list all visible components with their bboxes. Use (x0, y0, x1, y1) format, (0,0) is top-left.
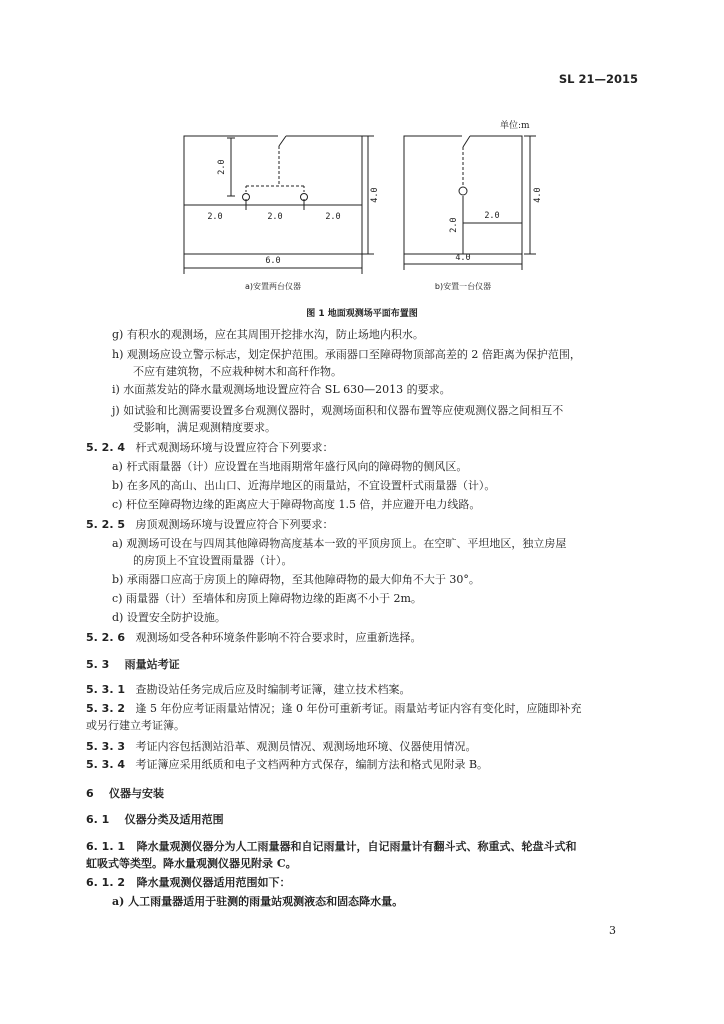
section-title: 雨量站考证 (124, 658, 180, 671)
item-h-line2: 不应有建筑物，不应栽种树木和高秆作物。 (133, 365, 342, 378)
item-6-1-2-a: a) 人工雨量器适用于驻测的雨量站观测液态和固态降水量。 (112, 895, 404, 908)
clause-number: 6. 1. 1 (86, 840, 125, 853)
left-seg3-label: 2.0 (325, 212, 341, 222)
item-i: i) 水面蒸发站的降水量观测场地设置应符合 SL 630—2013 的要求。 (112, 383, 451, 396)
section-number: 6. 1 (86, 813, 110, 826)
item-5-2-5-b: b) 承雨器口应高于房顶上的障碍物，至其他障碍物的最大仰角不大于 30°。 (112, 573, 480, 586)
clause-number: 5. 3. 4 (86, 758, 125, 771)
figure-unit: 单位:m (500, 121, 530, 131)
clause-5-3-2 (86, 702, 581, 716)
clause-text: 查勘设站任务完成后应及时编制考证簿，建立技术档案。 (135, 683, 411, 696)
clause-5-3-2-cont: 或另行建立考证簿。 (86, 719, 185, 732)
clause-number: 6. 1. 2 (86, 876, 125, 889)
left-vert-dim-label: 2.0 (217, 159, 227, 175)
left-seg1-label: 2.0 (207, 212, 223, 222)
item-h-line1: h) 观测场应设立警示标志，划定保护范围。承雨器口至障碍物顶部高差的 2 倍距离为保护范围， (112, 348, 581, 361)
clause-5-2-5 (86, 518, 333, 532)
left-width-label: 6.0 (265, 256, 281, 266)
left-height-label: 4.0 (370, 187, 380, 203)
site-layout-figure (0, 0, 724, 300)
item-j-line1: j) 如试验和比测需要设置多台观测仪器时，观测场面积和仪器布置等应使观测仪器之间相互不 (112, 404, 564, 417)
item-g: g) 有积水的观测场，应在其周围开挖排水沟，防止场地内积水。 (112, 328, 424, 341)
clause-text: 杆式观测场环境与设置应符合下列要求： (135, 441, 334, 454)
clause-5-2-6 (86, 631, 421, 645)
clause-text: 房顶观测场环境与设置应符合下列要求： (135, 518, 334, 531)
clause-6-1-1-cont: 虹吸式等类型。降水量观测仪器见附录 C。 (86, 857, 297, 870)
page-number: 3 (609, 924, 616, 937)
item-5-2-5-d: d) 设置安全防护设施。 (112, 611, 226, 624)
clause-text: 降水量观测仪器分为人工雨量器和自记雨量计，自记雨量计有翻斗式、称重式、轮盘斗式和 (136, 840, 577, 853)
clause-text: 考证簿应采用纸质和电子文档两种方式保存，编制方法和格式见附录 B。 (135, 758, 489, 771)
right-horiz-dim-label: 2.0 (484, 211, 500, 221)
section-title: 仪器分类及适用范围 (124, 813, 224, 826)
item-j-line2: 受影响，满足观测精度要求。 (133, 421, 276, 434)
item-5-2-4-c: c) 杆位至障碍物边缘的距离应大于障碍物高度 1.5 倍，并应避开电力线路。 (112, 498, 481, 511)
chapter-6-heading (86, 787, 164, 801)
clause-number: 5. 2. 6 (86, 631, 125, 644)
clause-number: 5. 3. 3 (86, 740, 125, 753)
item-5-2-4-b: b) 在多风的高山、出山口、近海岸地区的雨量站，不宜设置杆式雨量器（计）。 (112, 479, 496, 492)
clause-text: 逢 5 年份应考证雨量站情况；逢 0 年份可重新考证。雨量站考证内容有变化时，应随即补充 (135, 702, 582, 715)
clause-number: 5. 3. 1 (86, 683, 125, 696)
clause-5-3-4 (86, 758, 488, 772)
right-height-label: 4.0 (533, 187, 543, 203)
item-5-2-5-a-line2: 的房顶上不宜设置雨量器（计）。 (133, 554, 293, 567)
section-6-1-heading (86, 813, 224, 827)
clause-number: 5. 2. 4 (86, 441, 125, 454)
clause-6-1-2 (86, 876, 290, 890)
clause-6-1-1 (86, 840, 576, 854)
right-vert-dim-label: 2.0 (449, 217, 459, 233)
left-figure-label: a)安置两台仪器 (244, 282, 302, 291)
clause-text: 观测场如受各种环境条件影响不符合要求时，应重新选择。 (135, 631, 422, 644)
clause-number: 5. 3. 2 (86, 702, 125, 715)
clause-text: 降水量观测仪器适用范围如下： (136, 876, 291, 889)
section-number: 5. 3 (86, 658, 110, 671)
clause-number: 5. 2. 5 (86, 518, 125, 531)
item-5-2-5-c: c) 雨量器（计）至墙体和房顶上障碍物边缘的距离不小于 2m。 (112, 592, 422, 605)
clause-5-3-1 (86, 683, 410, 697)
section-5-3-heading (86, 658, 180, 672)
right-figure-label: b)安置一台仪器 (434, 282, 492, 291)
standard-code: SL 21—2015 (558, 72, 638, 86)
clause-text: 考证内容包括测站沿革、观测员情况、观测场地环境、仪器使用情况。 (135, 740, 477, 753)
right-width-label: 4.0 (455, 253, 471, 263)
figure-caption: 图 1 地面观测场平面布置图 (306, 309, 418, 319)
left-seg2-label: 2.0 (267, 212, 283, 222)
chapter-title: 仪器与安装 (108, 787, 164, 800)
chapter-number: 6 (86, 787, 94, 800)
clause-5-2-4 (86, 441, 333, 455)
left-site-outline (184, 136, 362, 254)
item-5-2-4-a: a) 杆式雨量器（计）应设置在当地雨期常年盛行风向的障碍物的侧风区。 (112, 460, 468, 473)
item-5-2-5-a-line1: a) 观测场可设在与四周其他障碍物高度基本一致的平顶房顶上。在空旷、平坦地区，独立房屋 (112, 537, 567, 550)
gauge-icon (459, 187, 467, 195)
clause-5-3-3 (86, 740, 476, 754)
